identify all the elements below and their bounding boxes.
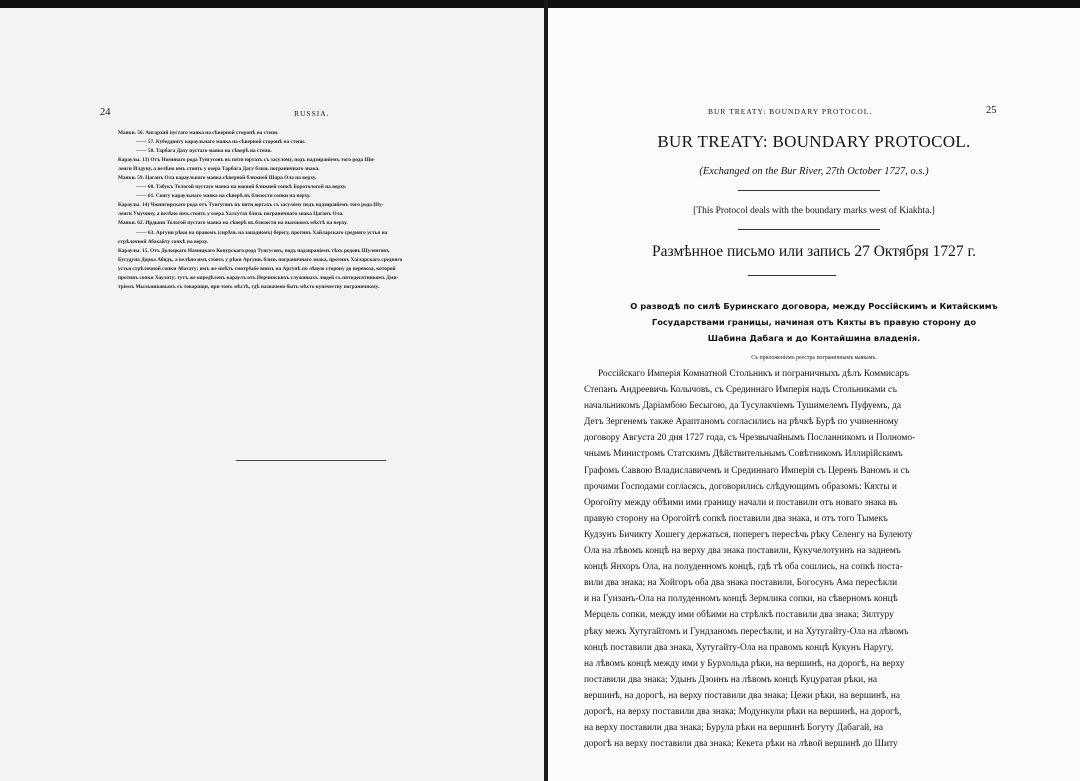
- body-line: правую сторону на Орогойтѣ сопкѣ поставили два знака, и отъ того Тымекъ: [584, 513, 888, 524]
- left-line: леиги Умучину, а велѣно имъ стоять у озера Халсутах близь пограничнаго знака Цаганъ Ола.: [118, 211, 344, 218]
- left-running-head: RUSSIA.: [294, 109, 330, 118]
- document-title: BUR TREATY: BOUNDARY PROTOCOL.: [657, 132, 971, 151]
- russian-heading-line: Государствами границы, начиная отъ Кяхты въ правую сторону до: [651, 317, 977, 327]
- body-line: Графомъ Саввою Владиславичемъ и Срединнаго Имперія съ Церенъ Ваномъ и съ: [584, 465, 910, 476]
- russian-heading-line: О разводѣ по силѣ Буринскаго договора, между Россійскимъ и Китайскимъ: [630, 301, 998, 311]
- body-line: вершинѣ, на дорогѣ, на верху поставили два знака; Цежи рѣки, на вершинѣ, на: [584, 690, 901, 701]
- body-line: чнымъ Министромъ Статскимъ Дѣйствительнымъ Совѣтникомъ Иллирійскимъ: [584, 449, 903, 460]
- right-page-number: 25: [986, 105, 997, 116]
- left-footer-rule: [236, 460, 386, 461]
- body-line: дорогѣ, на верху поставили два знака; Модункули рѣки на вершинѣ, на дорогѣ,: [584, 706, 902, 717]
- left-line: тріемъ Мыльниковымъ съ товарищи, при томъ мѣстѣ, гдѣ назначено быть мѣсто купечеству пограничному.: [118, 283, 380, 290]
- russian-title: Размѣнное письмо или запись 27 Октября 1727 г.: [652, 243, 976, 260]
- body-line: Детъ Зергенемъ также Араптаномъ согласились на рѣчкѣ Бурѣ по учиненному: [584, 417, 899, 428]
- treaty-body: [584, 366, 996, 752]
- left-line: —— 58. Тарбага Даху пустаго маяка на сѣверѣ на степи.: [136, 148, 272, 155]
- left-line: противъ сопки Хаулату; тутъ же опредѣленъ караулъ отъ Нерчинскихъ служивыхъ людей съ пятидесятникомъ Дми-: [118, 274, 399, 281]
- left-line: Маяки. 56. Ангархай пустаго маяка на сѣверной сторонѣ на степи.: [118, 130, 279, 136]
- body-line: Мерцель сопки, между ими обѣими на стрѣлкѣ поставили два знака; Зилтуру: [584, 610, 894, 621]
- left-line: стрѣлочной Абахайту сопкѣ на верху.: [118, 238, 209, 245]
- body-line: Степанъ Андреевичь Колычовъ, съ Срединнаго Имперія надъ Стольниками съ: [584, 385, 898, 396]
- russian-title-rule: [748, 275, 836, 276]
- left-line: Караулы. 14) Чжингирскаго рода отъ Тунгусовъ въ пяти юртахъ съ засулому подъ надзираніемъ того рода Шу-: [118, 202, 384, 209]
- right-running-head: BUR TREATY: BOUNDARY PROTOCOL.: [708, 107, 873, 116]
- body-line: дорогѣ на верху поставили два знака; Кекета рѣки на лѣвой вершинѣ до Шиту: [584, 739, 898, 750]
- left-line: —— 60. Табукъ Тологой пустаго маяка на южной ближней сопкѣ Боротологой на верху.: [136, 184, 347, 191]
- left-page: [0, 8, 544, 781]
- body-line: рѣку межъ Хутугайтомъ и Гундзаномъ пересѣкли, и на Хутугайту-Ола на лѣвомъ: [584, 626, 909, 637]
- right-page: [548, 8, 1080, 781]
- body-line: поставили два знака; Удынъ Дзоинъ на лѣвомъ концѣ Куцуратая рѣки, на: [584, 674, 878, 685]
- russian-heading-line: Шабина Дабага и до Контайшина владенія.: [707, 333, 921, 343]
- scan-top-border: [0, 0, 1080, 8]
- left-entries: [118, 129, 518, 292]
- left-line: устья стрѣлочной сопки Абагату; имъ же имѣть смотрѣніе внизъ на Аргунѣ по лѣвую сторону до перевоза, которой: [118, 265, 396, 272]
- document-subtitle: (Exchanged on the Bur River, 27th October 1727, o.s.): [699, 166, 929, 177]
- protocol-note: [This Protocol deals with the boundary marks west of Kiakhta.]: [693, 206, 935, 216]
- left-line: —— 61. Сонгу караульнаго маяка на сѣверѣ въ близости сопки на верху.: [136, 193, 311, 200]
- body-line: и на Гуизанъ-Ола на полуденномъ концѣ Зермлика сопки, на сѣверномъ концѣ: [584, 594, 898, 605]
- annex-note: Съ приложеніемъ реестра пограничнымъ маякамъ.: [751, 355, 877, 361]
- body-line: на лѣвомъ концѣ между ими у Бурхольда рѣки, на вершинѣ, на дорогѣ, на верху: [584, 658, 905, 669]
- left-line: Караулы. 13) Отъ Номинаго рода Тунгусовъ въ пяти юртахъ съ засулому, подъ надзираніемъ того рода Ши-: [118, 157, 376, 164]
- body-line: на верху поставили два знака; Бурула рѣки на вершинѣ Богуту Дабагай, на: [584, 723, 884, 734]
- body-line: вили два знака; на Хойгоръ оба два знака поставили, Богосунъ Ама пересѣкли: [584, 578, 898, 589]
- body-line: концѣ Янхоръ Ола, на полуденномъ концѣ, гдѣ тѣ оба сошлись, на сопкѣ поста-: [584, 562, 903, 573]
- body-line: концѣ поставили два знака, Хутугайту-Ола на правомъ концѣ Кукунъ Наругу,: [584, 642, 894, 653]
- left-line: леиги Илдуну, а велѣно имъ стоять у озера Тарбага Дагу близь пограничнаго знака.: [118, 166, 320, 173]
- body-line: Россійскаго Имперія Комнатной Стольникъ и пограничныхъ дѣлъ Коммисаръ: [598, 369, 910, 379]
- title-rule: [738, 190, 880, 191]
- body-line: начальникомъ Даріамбою Бесыгою, да Тусулакчіемъ Тушимелемъ Пуфуемъ, да: [584, 401, 902, 412]
- body-line: Орогойту между обѣими ими границу начали и поставили отъ новаго знака въ: [584, 497, 898, 508]
- left-line: —— 63. Аргуни рѣки на правомъ (сирѣчь на западномъ) берегу, противъ Хайларскаго средняго устья на: [136, 229, 388, 236]
- left-line: Маяки. 62. Ирдыни Тологой пустаго маяка на сѣверѣ въ близости на высокомъ мѣстѣ на верху.: [118, 220, 348, 227]
- body-line: прочими Господами согласясь, договорились слѣдующимъ образомъ: Кяхты и: [584, 481, 897, 492]
- body-line: Ола на лѣвомъ концѣ на верху два знака поставили, Кукучелотуинъ на заднемъ: [584, 546, 901, 557]
- note-rule: [738, 229, 880, 230]
- left-line: Маяки. 59. Цаганъ Ола караульнаго маяка сѣверной ближней Шара Ола на верху.: [118, 175, 317, 182]
- body-line: договору Августа 20 дня 1727 года, съ Чрезвычайнымъ Посланникомъ и Полномо-: [584, 433, 916, 444]
- left-line: Караулы. 15. Отъ Долоцкаго Намицкаго Конурскаго рода Тунгусовъ, подъ надзираніемъ тѣхъ родовъ Шуленговъ: [118, 247, 390, 254]
- body-line: Кудзунъ Бичикту Хошегу держаться, поперегъ пересѣчь рѣку Селенгу на Булеюту: [584, 529, 913, 540]
- left-line: —— 57. Кубеддингу караульнаго маяка на сѣверной сторонѣ на степи.: [136, 139, 306, 146]
- left-line: Бугудуна Дорка Абидъ, а велѣно имъ стоять у рѣки Аргуни, близь пограничнаго знака, противъ Хаіларскаго средняго: [118, 256, 403, 263]
- left-page-number: 24: [100, 107, 111, 118]
